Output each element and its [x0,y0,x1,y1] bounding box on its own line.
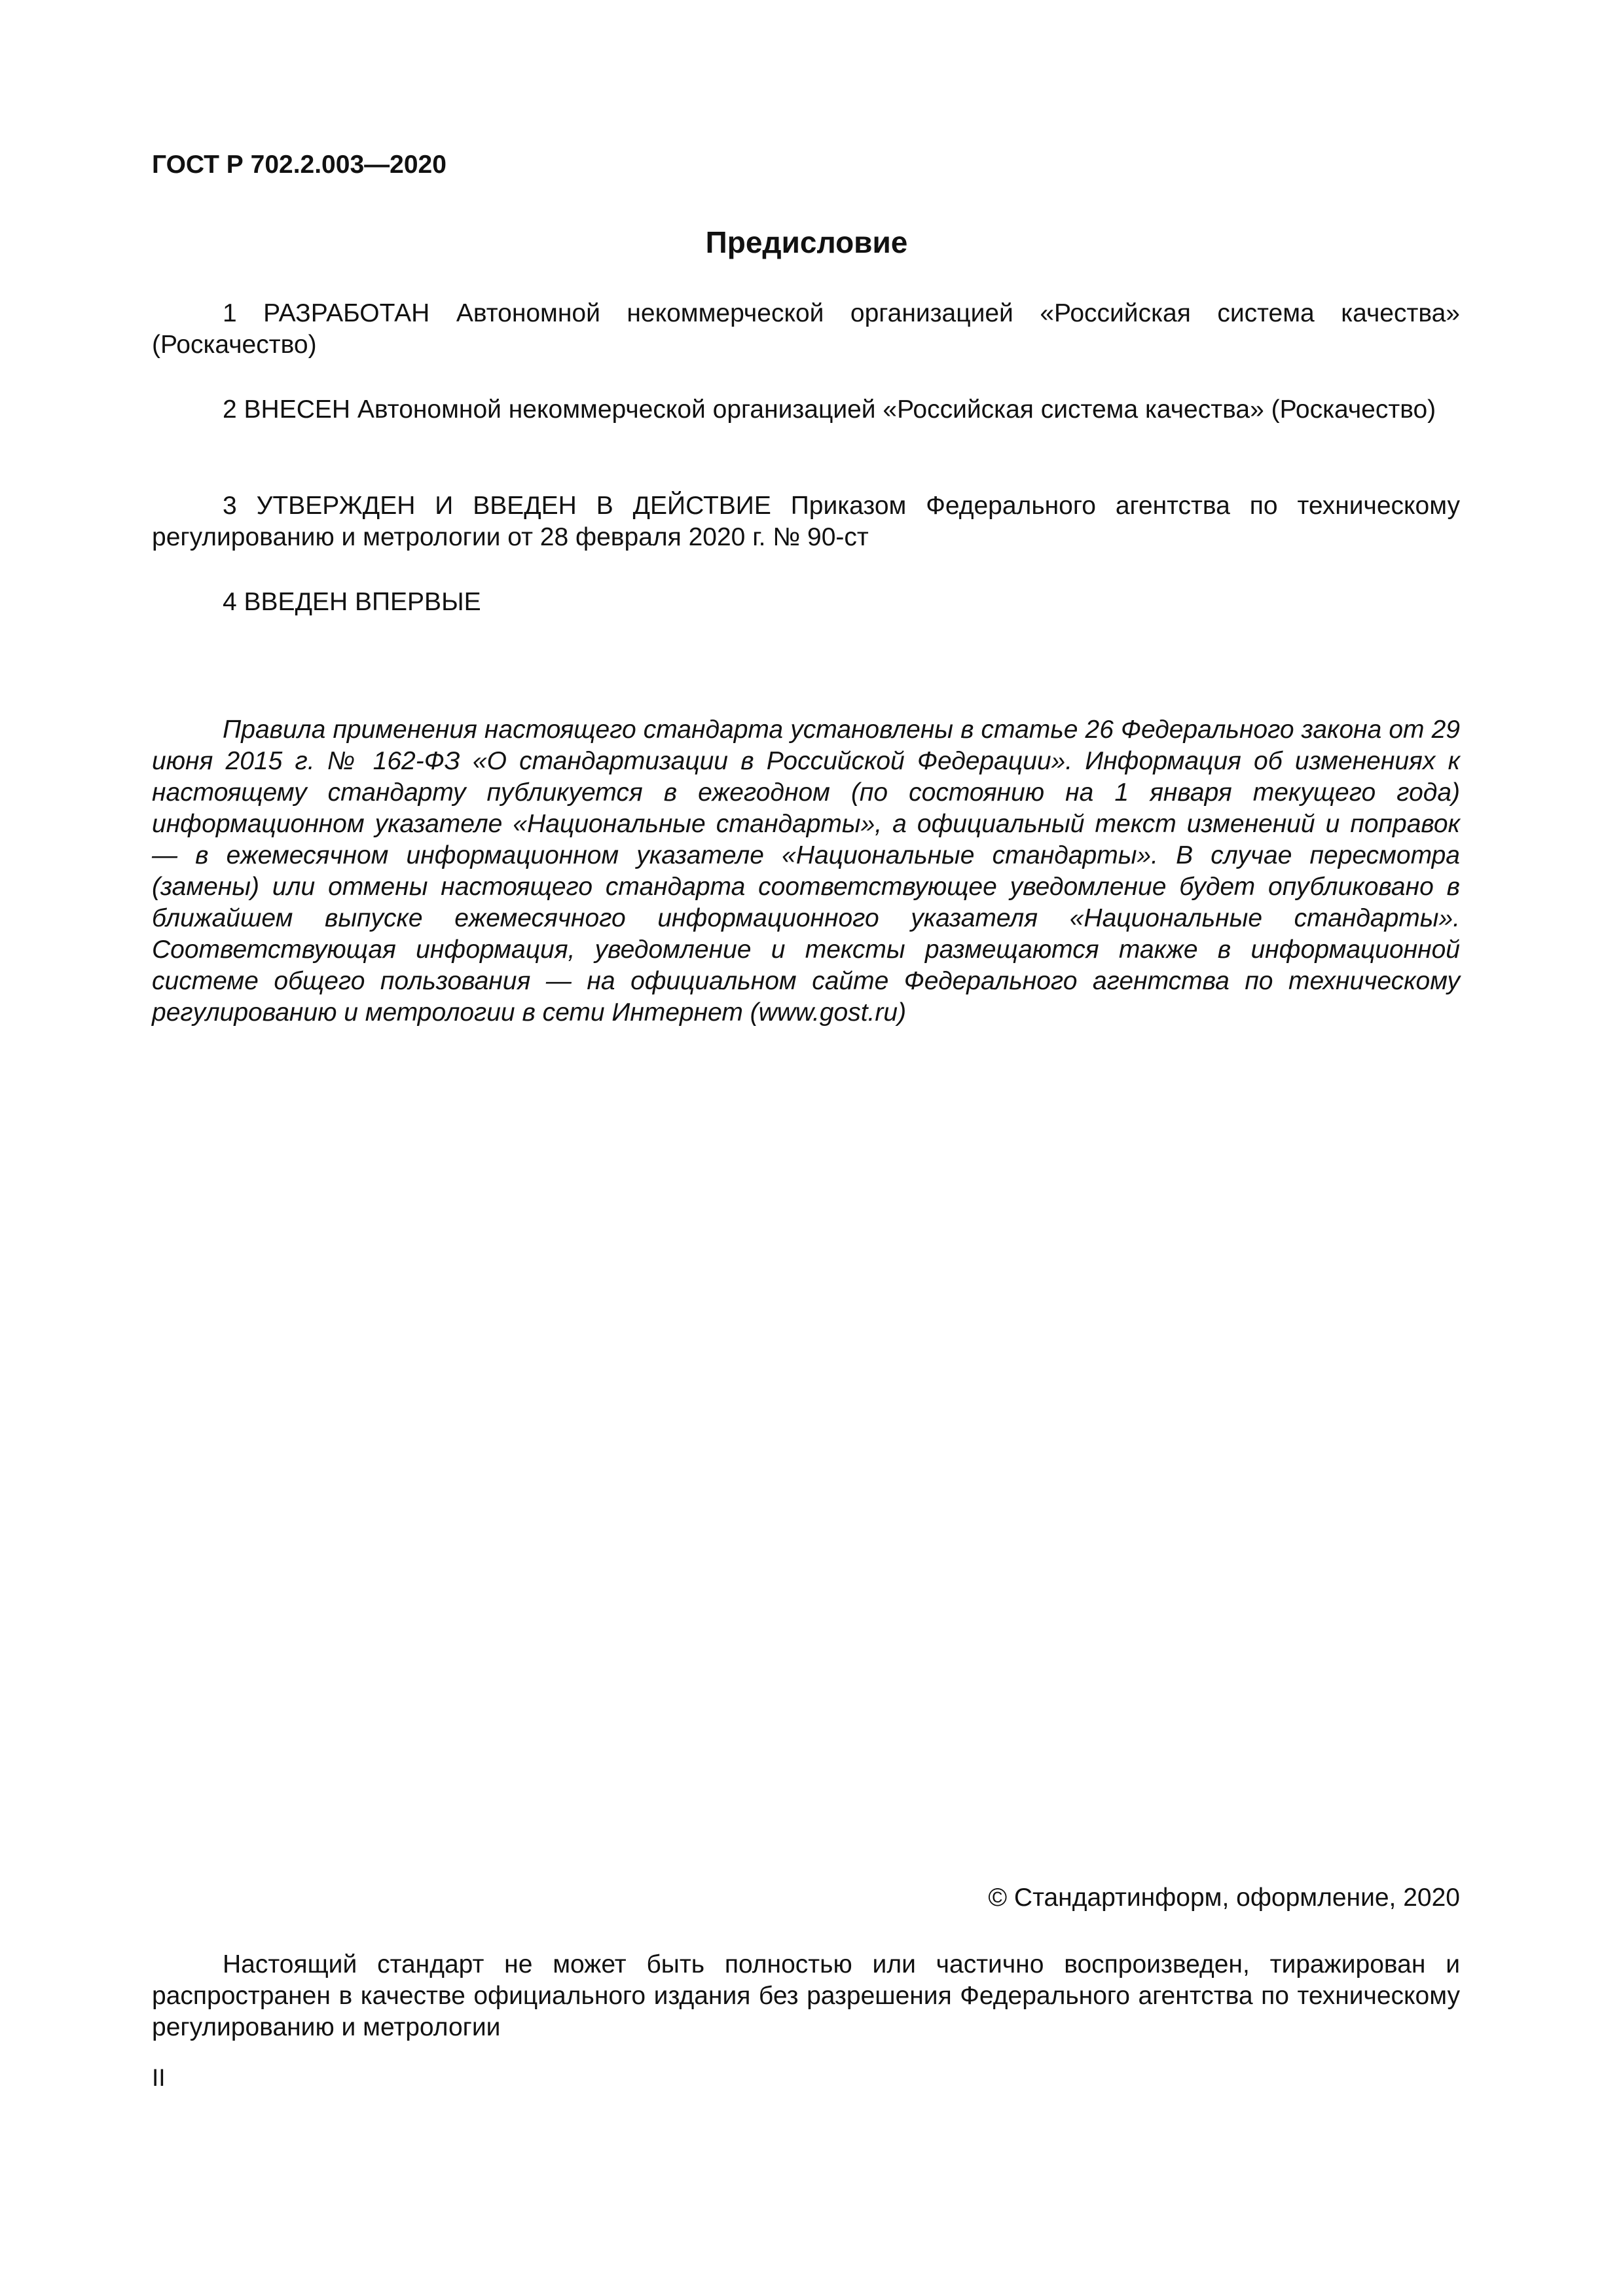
reproduction-restriction: Настоящий стандарт не может быть полностью или частично воспроизведен, тиражирован и распространен в качестве официального издания без разрешения Федерального агентства по техническому регулированию и метрологии [152,1950,1460,2041]
application-rules-notice: Правила применения настоящего стандарта установлены в статье 26 Федерального закона от 29 июня 2015 г. № 162-ФЗ «О стандартизации в Российской Федерации». Информация об изменениях к настоящему стандарту публикуется в ежегодном (по состоянию на 1 января текущего года) информационном указателе «Национальные стандарты», а официальный текст изменений и поправок — в ежемесячном информационном указателе «Национальные стандарты». В случае пересмотра (замены) или отмены настоящего стандарта соответствующее уведомление будет опубликовано в ближайшем выпуске ежемесячного информационного указателя «Национальные стандарты». Соответствующая информация, уведомление и тексты размещаются также в информационной системе общего пользования — на официальном сайте Федерального агентства по техническому регулированию и метрологии в сети Интернет (www.gost.ru) [152,716,1460,1027]
section-title: Предисловие [705,225,908,259]
preface-item-approved: 3 УТВЕРЖДЕН И ВВЕДЕН В ДЕЙСТВИЕ Приказом Федерального агентства по техническому регулированию и метрологии от 28 февраля 2020 г. № 90-ст [152,492,1460,551]
document-code: ГОСТ Р 702.2.003—2020 [152,151,447,179]
copyright-line: © Стандартинформ, оформление, 2020 [988,1884,1460,1912]
preface-item-developed: 1 РАЗРАБОТАН Автономной некоммерческой организацией «Российская система качества» (Роскачество) [152,299,1460,359]
preface-item-first-edition: 4 ВВЕДЕН ВПЕРВЫЕ [223,588,481,616]
page-number: II [152,2064,166,2091]
preface-item-introduced: 2 ВНЕСЕН Автономной некоммерческой организацией «Российская система качества» (Роскачество) [223,395,1436,424]
